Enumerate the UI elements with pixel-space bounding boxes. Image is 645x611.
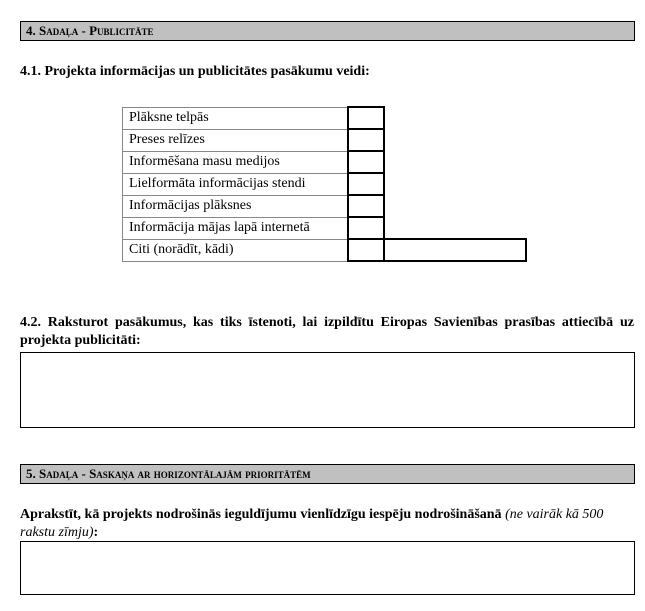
option-checkbox[interactable] [348,151,384,173]
publicity-options-table [122,106,527,262]
section-5-word: Sadaļa [39,466,79,481]
option-label: Preses relīzes [123,129,348,151]
option-label: Plāksne telpās [123,107,348,129]
heading-4-1: 4.1. Projekta informācijas un publicitātes pasākumu veidi: [20,64,370,79]
option-row [123,217,526,239]
heading-4-2: 4.2. Raksturot pasākumus, kas tiks īstenoti, lai izpildītu Eiropas Savienības prasības attiecībā uz projekta publicitāti: [20,315,634,348]
empty-cell [384,151,526,173]
option-label: Citi (norādīt, kādi) [123,239,348,261]
option-label: Lielformāta informācijas stendi [123,173,348,195]
section-5-number: 5. [26,466,36,481]
horizontal-priorities-textbox[interactable] [20,541,635,595]
empty-cell [384,129,526,151]
empty-cell [384,173,526,195]
section-5-dash: - [81,466,86,481]
option-checkbox[interactable] [348,129,384,151]
option-row [123,151,526,173]
option-row [123,173,526,195]
section-5-title: Saskaņa ar horizontālajām prioritātēm [89,466,311,481]
option-checkbox[interactable] [348,217,384,239]
option-checkbox[interactable] [348,239,384,261]
section-4-number: 4. [26,23,36,38]
publicity-measures-textbox[interactable] [20,352,635,428]
empty-cell [384,195,526,217]
option-label: Informēšana masu medijos [123,151,348,173]
option-row [123,239,526,261]
section-5-header [20,464,635,484]
instruction-bold: Aprakstīt, kā projekts nodrošinās ieguldījumu vienlīdzīgu iespēju nodrošināšanā [20,507,502,522]
section-4-dash: - [81,23,86,38]
section-4-title: Publicitāte [89,23,154,38]
option-label: Informācijas plāksnes [123,195,348,217]
option-row [123,195,526,217]
option-row [123,129,526,151]
option-checkbox[interactable] [348,173,384,195]
section-4-word: Sadaļa [39,23,79,38]
option-label: Informācija mājas lapā internetā [123,217,348,239]
option-checkbox[interactable] [348,107,384,129]
empty-cell [384,217,526,239]
instruction-italic: (ne vairāk kā 500 rakstu zīmju) [20,507,604,540]
section-5-instruction [20,506,634,542]
section-4-header [20,21,635,41]
instruction-end: : [93,525,99,540]
option-checkbox[interactable] [348,195,384,217]
option-row [123,107,526,129]
empty-cell [384,107,526,129]
other-specify-field[interactable] [384,239,526,261]
